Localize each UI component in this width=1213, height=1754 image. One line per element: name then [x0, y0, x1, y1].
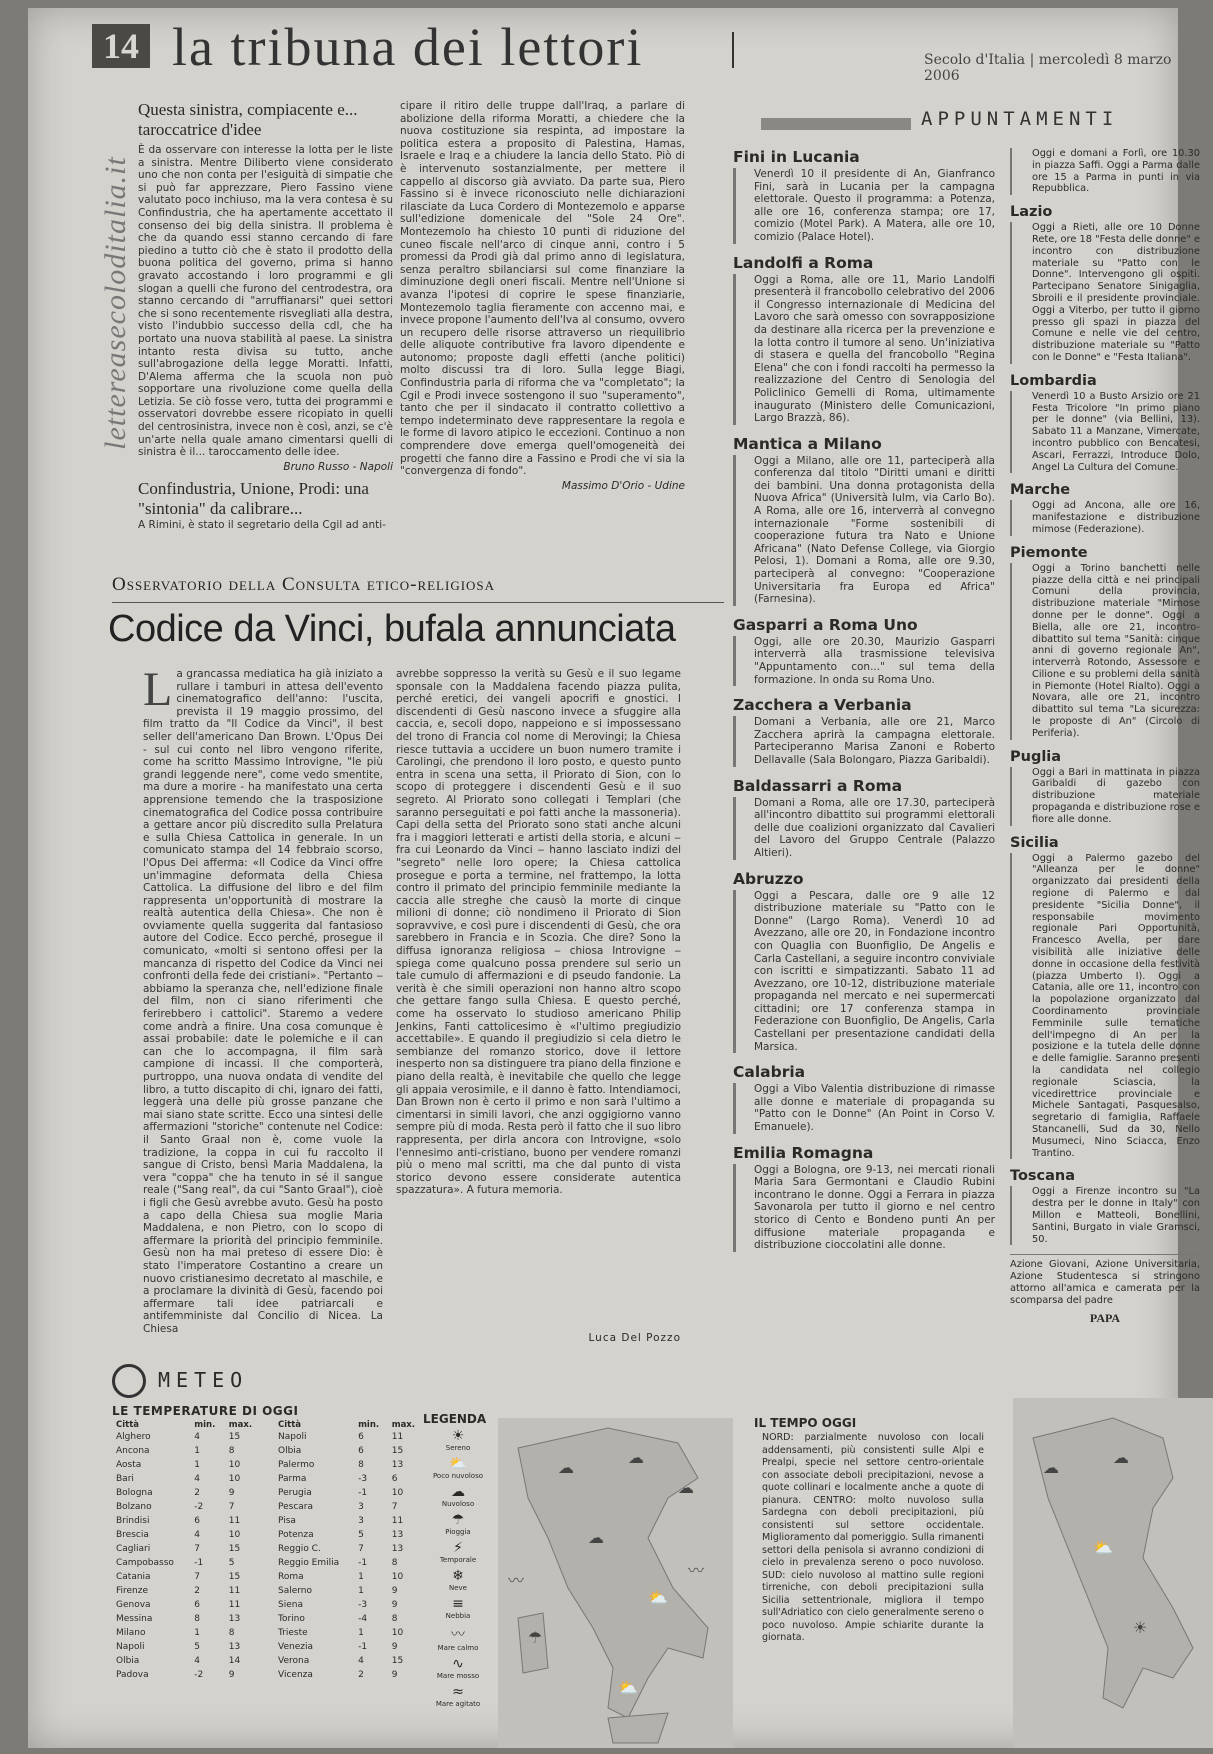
appointment-body: Oggi a Pescara, dalle ore 9 alle 12 distribuzione materiale su "Patto con le Donne" (Largo Roma). Venerdì 10 ad Avezzano, alle ore 20, in Fondazione incontro con Quaglia con Buonfiglio, De Angelis e Carla Castellani, a seguire incontro conviviale con iscritti e simpatizzanti. Sabato 11 ad Avezzano, ore 10-12, distribuzione materiale propaganda nel mercato e nei supermercati cittadini; ore 17 conferenza stampa in Federazione con Buonfiglio, De Angelis, Carla Castellani per presentazione candidati della Marsica. — [733, 890, 995, 1054]
legend-item — [428, 1684, 488, 1708]
cloud-icon: ☁ — [628, 1448, 644, 1467]
table-cell: -3 — [358, 1474, 368, 1484]
table-row — [274, 1500, 424, 1514]
table-cell: -3 — [358, 1600, 368, 1610]
sun-cloud-icon: ⛅ — [1093, 1538, 1113, 1557]
table-cell: Trieste — [278, 1628, 308, 1638]
table-row — [112, 1668, 262, 1682]
table-cell: 5 — [358, 1530, 364, 1540]
table-cell: -2 — [194, 1502, 204, 1512]
table-row — [112, 1626, 262, 1640]
table-cell: 15 — [228, 1544, 241, 1554]
region-body: Oggi e domani a Forlì, ore 10.30 in piazza Saffi. Oggi a Parma dalle ore 15 a Parma in punti in via Repubblica. — [1010, 148, 1200, 195]
table-cell: 6 — [358, 1432, 364, 1442]
region-title: Sicilia — [1010, 834, 1059, 851]
table-cell: 1 — [358, 1628, 364, 1638]
table-cell: 5 — [228, 1558, 235, 1568]
italy-map-shape — [498, 1418, 733, 1748]
table-header: max. — [228, 1420, 253, 1430]
appointment-body: Oggi a Bologna, ore 9-13, nei mercati rionali Maria Sara Germontani e Claudio Rubini incontrano le donne. Oggi a Ferrara in piazza Savonarola per tutto il giorno e nel centro storico di Cento e Bondeno punti An per diffusione materiale propaganda e distribuzione cioccolatini alle donne. — [733, 1164, 995, 1252]
masthead — [92, 14, 1172, 84]
legend-item — [428, 1624, 488, 1652]
appointment-item — [733, 148, 995, 244]
notice-text: Azione Giovani, Azione Universitaria, Azione Studentesca si stringono attorno all'amica e camerata per la scomparsa del padre — [1010, 1259, 1200, 1306]
region-title: Lombardia — [1010, 372, 1097, 389]
appointment-title: Zacchera a Verbania — [733, 696, 912, 715]
appointment-item — [733, 777, 995, 860]
table-cell: 8 — [358, 1460, 364, 1470]
table-cell: 7 — [391, 1502, 398, 1512]
region-item — [1010, 749, 1200, 826]
cloud-icon: ☁ — [588, 1528, 604, 1547]
table-row — [274, 1472, 424, 1486]
article-headline: Codice da Vinci, bufala annunciata — [108, 608, 676, 650]
appointment-title: Abruzzo — [733, 869, 804, 888]
table-row — [112, 1612, 262, 1626]
letter-body: cipare il ritiro delle truppe dall'Iraq, a parlare di abolizione della riforma Moratti, a chiedere che la nuova costituzione sia respinta, ad impostare la politica estera a proposito di Palestina, Hamas, Israele e Iraq e a chiudere la lancia dello Stato. Piò di è intervenuto sostanzialmente, per mettere il cappello al discorso già avviato. Da parte sua, Piero Fassino si è invece riconosciuto nelle dichiarazioni rilasciate da Luca Cordero di Montezemolo e apparse sull'edizione domenicale del "Sole 24 Ore". Montezemolo ha chiesto 10 punti di riduzione del cuneo fiscale nell'arco di cinque anni, contro i 5 promessi da Prodi già dal primo anno di legislatura, senza peraltro sbilanciarsi sul come finanziare la diminuzione degli oneri fiscali. Mentre nell'Unione si avanza l'ipotesi di coprire le spese finanziarie, Montezemolo taglia fieramente con accenno mai, e invece propone l'aumento dell'Iva al consumo, ovvero un recupero delle risorse attraverso un riequilibrio delle aliquote contributive fra lavoro dipendente e autonomo; proposte dagli effetti (anche politici) molto discussi tra di loro. Sulla legge Biagi, Confindustria parla di riforma che va "completato"; la Cgil e Prodi invece sostengono il suo "superamento", tanto che per il sindacato il contratto collettivo a tempo indeterminato deve rappresentare la regola e le forme di lavoro atipico le eccezioni. Continuo a non comprendere dove emerga quell'omogeneità dei progetti che fanno dire a Fassino e Prodi che vi sia la "convergenza di fondo". — [400, 100, 685, 478]
table-row — [274, 1598, 424, 1612]
table-cell: 10 — [228, 1530, 241, 1540]
table-row — [112, 1542, 262, 1556]
paper-name: Secolo d'Italia — [924, 52, 1026, 68]
sun-icon — [112, 1364, 146, 1398]
appointment-title: Mantica a Milano — [733, 434, 882, 453]
table-cell: 4 — [194, 1474, 201, 1484]
legend-label: Poco nuvoloso — [432, 1472, 484, 1480]
forecast-title: IL TEMPO OGGI — [754, 1416, 857, 1430]
appointment-title: Fini in Lucania — [733, 148, 860, 166]
legend-item — [428, 1428, 488, 1452]
legend-item — [428, 1656, 488, 1680]
table-cell: 15 — [228, 1432, 241, 1442]
sea-wave-icon: 〰 — [688, 1561, 705, 1580]
table-cell: 2 — [358, 1670, 364, 1680]
letter-body: A Rimini, è stato il segretario della Cgil ad anti- — [138, 518, 386, 531]
table-row — [274, 1528, 424, 1542]
table-cell: Palermo — [278, 1460, 315, 1470]
table-cell: 13 — [391, 1530, 404, 1540]
letter-body: È da osservare con interesse la lotta per le liste a sinistra. Mentre Diliberto viene considerato uno che non conta per l'esiguità di simpatie che si può far apprezzare, Piero Fassino viene valutato poco inchiuso, ma la vera contesa è su Confindustria, che ha apertamente accettato il consenso dei big della sinistra. Il problema è che da quando essi stanno cercando di fare piedino a tutto ciò che è stato il prodotto della buona politica del governo, prima si hanno gravato accostando i loro programmi e gli slogan a quelli che furono del centrodestra, ora stanno cercando di "arruffianarsi" quei settori che si sono recentemente risvegliati alla destra, visto l'indubbio successo della cdl, che ha portato una nuova stabilità al paese. La sinistra intanto resta divisa su tutto, anche sull'abrogazione della legge Moratti. Infatti, D'Alema afferma che la scuola non può sopportare una rivoluzione come quella della Letizia. Se ciò fosse vero, tutta dei programmi e osservatori dovrebbe essere ricopiato in quelli del centrosinistra, invece non è così, anzi, se c'è un'arte nella quale amano cimentarsi quelli di sinistra è il... taroccamento delle idee. — [138, 144, 393, 459]
table-cell: Brindisi — [116, 1516, 150, 1526]
legend-label: Mare mosso — [436, 1672, 480, 1680]
appointments-events — [733, 148, 995, 1354]
table-cell: 14 — [228, 1656, 241, 1666]
table-row — [274, 1668, 424, 1682]
appointment-title: Calabria — [733, 1063, 806, 1082]
table-cell: Reggio Emilia — [278, 1558, 340, 1568]
legend-label: Sereno — [445, 1444, 471, 1452]
appointment-body: Oggi, alle ore 20.30, Maurizio Gasparri interverrà alla trasmissione televisiva "Appuntamento con..." sul tema della formazione. In onda su Roma Uno. — [733, 636, 995, 686]
table-row — [274, 1458, 424, 1472]
table-cell: 13 — [228, 1614, 241, 1624]
region-title: Marche — [1010, 482, 1071, 499]
table-cell: Padova — [116, 1670, 149, 1680]
table-cell: 13 — [228, 1642, 241, 1652]
table-cell: 7 — [358, 1544, 364, 1554]
table-header: max. — [391, 1420, 416, 1430]
table-cell: Potenza — [278, 1530, 314, 1540]
legend-weather-icon: ∿ — [452, 1656, 464, 1672]
table-cell: 10 — [228, 1460, 241, 1470]
legend-item — [428, 1456, 488, 1480]
table-cell: Torino — [278, 1614, 305, 1624]
table-row — [274, 1556, 424, 1570]
cloud-icon: ☁ — [1043, 1458, 1059, 1477]
legend-label: Temporale — [439, 1556, 477, 1564]
table-cell: Aosta — [116, 1460, 142, 1470]
appointment-item — [733, 696, 995, 766]
appointment-item — [733, 870, 995, 1054]
table-row — [112, 1640, 262, 1654]
appointment-title: Landolfi a Roma — [733, 253, 874, 272]
table-cell: Siena — [278, 1600, 303, 1610]
table-cell: Roma — [278, 1572, 304, 1582]
appointments-header — [761, 108, 1119, 132]
table-cell: 2 — [194, 1586, 201, 1596]
appointment-title: Baldassarri a Roma — [733, 776, 903, 795]
legend-weather-icon: ⚡ — [453, 1540, 463, 1556]
table-cell: Salerno — [278, 1586, 313, 1596]
table-cell: 1 — [194, 1446, 201, 1456]
table-row — [274, 1640, 424, 1654]
table-row — [274, 1444, 424, 1458]
section-title: la tribuna dei lettori — [172, 17, 644, 77]
letter-title: Questa sinistra, compiacente e... taroccatrice d'idee — [138, 100, 358, 139]
region-body: Oggi a Palermo gazebo del "Alleanza per le donne" organizzato dai presidenti della regione di Palermo e dal presidente "Sicilia Donne", il responsabile movimento regionale Pari Opportunità, Francesco Avella, per dare visibilità alle iniziative delle donne in occasione della festività (piazza Umberto I). Oggi a Catania, alle ore 11, incontro con la popolazione organizzato dal Coordinamento provinciale Femminile sulle tematiche dell'impegno di An per la posizione e la tutela delle donne e delle famiglie. Saranno presenti la candidata nel collegio regionale Sciascia, la vicedirettrice provinciale e Michele Santagati, Pasquesalso, segretario di famiglia, Raffaele Stancanelli, Sud da 30, Nello Musumeci, Nino Sciacca, Enzo Trantino. — [1010, 853, 1200, 1160]
table-cell: Perugia — [278, 1488, 312, 1498]
table-cell: 13 — [391, 1460, 404, 1470]
table-row — [112, 1444, 262, 1458]
table-cell: 4 — [194, 1656, 201, 1666]
table-cell: 8 — [391, 1614, 398, 1624]
table-cell: Olbia — [278, 1446, 302, 1456]
table-cell: 9 — [391, 1586, 398, 1596]
table-row — [274, 1430, 424, 1444]
italy-weather-map-tomorrow — [1013, 1398, 1213, 1748]
article-byline: Luca Del Pozzo — [588, 1332, 681, 1344]
weather-legend — [428, 1428, 488, 1712]
table-cell: Napoli — [278, 1432, 307, 1442]
table-cell: 3 — [358, 1502, 364, 1512]
table-cell: Alghero — [116, 1432, 151, 1442]
table-row — [112, 1500, 262, 1514]
legend-label: Mare agitato — [435, 1700, 481, 1708]
table-cell: 9 — [391, 1600, 398, 1610]
table-cell: 10 — [391, 1488, 404, 1498]
article-body: avrebbe soppresso la verità su Gesù e il suo legame sponsale con la Maddalena facendo piazza pulita, perché eretici, dei vangeli apocrifi e gnostici. I discendenti di Gesù nascono invece a sfuggire alla caccia, e, secoli dopo, nappeiono e si impossessano del trono di Francia col nome di Merovingi; la Chiesa riesce tuttavia a uccidere un buon numero tramite i Carolingi, che prendono il loro posto, e questo punto entra in scena una setta, il Priorato di Sion, con lo scopo di proteggere i discendenti Gesù e il suo segreto. Al Priorato sono collegati i Templari (che saranno perseguitati e poi fatti anche la massoneria). Capi della setta del Priorato sono stati anche alcuni fra i maggiori letterati e artisti della storia, e alcuni ‒ fra cui Leonardo da Vinci ‒ hanno lasciato indizi del "segreto" nelle loro opere; la Chiesa cattolica prosegue e porta a termine, nel frattempo, la lotta contro il primato del principio femminile mediante la caccia alle streghe che causò la morte di cinque milioni di donne; ciò nondimeno il Priorato di Sion sopravvive, e così pure i discendenti di Gesù, che ora sarebbero in Francia e in Scozia. Che dire? Sono la diffusa ignoranza religiosa ‒ chiosa Introvigne ‒ spiega come qualcuno possa prendere sul serio un tale cumulo di affermazioni e di pseudo fandonie. La verità è che simili operazioni non hanno altro scopo che gettare fango sulla Chiesa. E questo perché, come ha osservato lo studioso americano Philip Jenkins, Fanti cattolicesimo è «l'ultimo pregiudizio accettabile». E quando il pregiudizio si cela dietro le sembianze del romanzo storico, dove il lettore inesperto non sa distinguere tra piano della finzione e piano della realtà, è inevitabile che quello che legge gli appaia verosimile, e il danno è fatto. Intendiamoci, Dan Brown non è certo il primo e non sarà l'ultimo a cimentarsi in simili lavori, che anzi oggigiorno vanno sempre più di moda. Resta però il fatto che il suo libro rappresenta, per dirla ancora con Introvigne, «solo l'ennesimo anti-cristiano, buono per vendere romanzi più o meno mal scritti, ma che dal punto di vista storico devono essere considerate autentica spazzatura». A futura memoria. — [396, 668, 681, 1197]
table-cell: Pescara — [278, 1502, 314, 1512]
cloud-icon: ☁ — [678, 1478, 694, 1497]
table-cell: 15 — [391, 1656, 404, 1666]
table-row — [274, 1654, 424, 1668]
table-row — [112, 1654, 262, 1668]
table-cell: 1 — [358, 1586, 364, 1596]
table-row — [274, 1570, 424, 1584]
appointment-body: Venerdì 10 il presidente di An, Gianfranco Fini, sarà in Lucania per la campagna elettorale. Questo il programma: a Potenza, alle ore 16, conferenza stampa; ore 17, comizio (Motel Park). A Matera, alle ore 10, comizio (Palace Hotel). — [733, 168, 995, 244]
table-cell: 4 — [194, 1530, 201, 1540]
table-row — [112, 1598, 262, 1612]
issue-date: mercoledì 8 marzo 2006 — [924, 52, 1172, 84]
letters-column-1 — [138, 100, 393, 546]
legend-item — [428, 1540, 488, 1564]
table-cell: 4 — [194, 1432, 201, 1442]
table-row — [112, 1514, 262, 1528]
region-item — [1010, 835, 1200, 1160]
cloud-icon: ☁ — [1113, 1448, 1129, 1467]
table-row — [274, 1584, 424, 1598]
table-cell: 4 — [358, 1656, 364, 1666]
appointment-item — [733, 254, 995, 425]
table-cell: Genova — [116, 1600, 151, 1610]
table-cell: Reggio C. — [278, 1544, 321, 1554]
table-cell: 9 — [228, 1670, 235, 1680]
table-row — [274, 1612, 424, 1626]
appointments-regions — [1010, 148, 1200, 1354]
kicker-rule — [112, 602, 724, 603]
masthead-divider — [732, 32, 734, 68]
appointment-body: Oggi a Milano, alle ore 11, parteciperà alla conferenza dal titolo "Diritti umani e diritti dei bambini. Una donna protagonista della Nuova Africa" (Università Iulm, via Carlo Bo). A Roma, alle ore 16, interverrà al convegno internazionale "Forme sostenibili di cooperazione futura tra Nato e Unione Africana" (Nato Defense College, via Giorgio Pelosi, 1). Domani a Roma, alle ore 9.30, parteciperà al convegno: "Cooperazione Universitaria fra Europa ed Africa" (Farnesina). — [733, 455, 995, 606]
table-cell: Verona — [278, 1656, 310, 1666]
table-cell: 8 — [194, 1614, 201, 1624]
table-cell: 9 — [391, 1670, 398, 1680]
drop-cap: L — [143, 663, 173, 716]
table-cell: -4 — [358, 1614, 368, 1624]
appointment-body: Domani a Roma, alle ore 17.30, parteciperà all'incontro dibattito sui programmi elettorali delle due coalizioni organizzato dal Cavalieri del Lavoro del Gruppo Centrale (Palazzo Altieri). — [733, 797, 995, 860]
legend-label: Nebbia — [445, 1612, 471, 1620]
table-row — [274, 1486, 424, 1500]
region-body: Oggi ad Ancona, alle ore 16, manifestazione e distribuzione mimose (Federazione). — [1010, 500, 1200, 535]
notice-name: PAPA — [1089, 1310, 1121, 1325]
appointment-item — [733, 616, 995, 686]
legend-weather-icon: ☁ — [451, 1484, 465, 1500]
table-row — [274, 1514, 424, 1528]
region-title: Puglia — [1010, 748, 1062, 765]
table-cell: 11 — [228, 1516, 241, 1526]
appointment-title: Emilia Romagna — [733, 1143, 874, 1162]
table-row — [112, 1570, 262, 1584]
sun-cloud-icon: ⛅ — [618, 1678, 638, 1697]
region-item — [1010, 545, 1200, 740]
table-cell: 8 — [228, 1446, 235, 1456]
table-cell: 9 — [391, 1642, 398, 1652]
table-row — [112, 1472, 262, 1486]
legend-weather-icon: ☀ — [451, 1428, 465, 1444]
appointments-title: APPUNTAMENTI — [921, 108, 1119, 130]
table-cell: 2 — [194, 1488, 201, 1498]
table-cell: 6 — [358, 1446, 364, 1456]
table-cell: 1 — [194, 1460, 201, 1470]
legend-item — [428, 1484, 488, 1508]
vertical-email-label — [96, 96, 136, 516]
region-body: Oggi a Torino banchetti nelle piazze della città e nei principali Comuni della provincia, distribuzione materiale "Mimose donne per le donne". Oggi a Biella, alle ore 21, incontro-dibattito sul tema "Sanità: cinque anni di governo regionale An", interverrà Rotondo, Assessore e Cilione e su problemi della sanità in Piemonte (Hotel Rialto). Oggi a Novara, alle ore 21, incontro dibattito sul tema "La sicurezza: le proposte di An" (Circolo di Periferia). — [1010, 563, 1200, 740]
table-cell: Campobasso — [116, 1558, 174, 1568]
legend-weather-icon: ❄ — [452, 1568, 464, 1584]
legend-item — [428, 1596, 488, 1620]
table-cell: 13 — [391, 1544, 404, 1554]
table-cell: Ancona — [116, 1446, 150, 1456]
appointment-item — [733, 435, 995, 606]
table-cell: 11 — [391, 1432, 404, 1442]
table-row — [112, 1458, 262, 1472]
table-row — [112, 1528, 262, 1542]
table-cell: Napoli — [116, 1642, 145, 1652]
temperatures-title: LE TEMPERATURE DI OGGI — [112, 1404, 299, 1418]
table-cell: Vicenza — [278, 1670, 313, 1680]
table-cell: 7 — [228, 1502, 235, 1512]
sea-wave-icon: 〰 — [508, 1571, 525, 1590]
table-cell: 10 — [228, 1474, 241, 1484]
table-cell: 1 — [194, 1628, 201, 1638]
table-cell: Pisa — [278, 1516, 296, 1526]
region-title: Piemonte — [1010, 544, 1088, 561]
header-bar — [761, 118, 911, 130]
table-cell: Bologna — [116, 1488, 153, 1498]
region-item — [1010, 1168, 1200, 1245]
table-cell: -1 — [358, 1558, 368, 1568]
temperature-table-left — [112, 1420, 262, 1682]
table-row — [112, 1556, 262, 1570]
table-cell: 9 — [228, 1488, 235, 1498]
italy-weather-map — [498, 1418, 733, 1748]
table-cell: Milano — [116, 1628, 146, 1638]
table-cell: Cagliari — [116, 1544, 151, 1554]
regions-list — [1010, 204, 1200, 1245]
region-body: Oggi a Bari in mattinata in piazza Garibaldi di gazebo con distribuzione materiale propaganda e distribuzione rose e fiore alle donne. — [1010, 767, 1200, 826]
table-cell: 11 — [391, 1516, 404, 1526]
region-item — [1010, 148, 1200, 195]
table-cell: 15 — [228, 1572, 241, 1582]
page-number: 14 — [92, 24, 150, 68]
region-item — [1010, 373, 1200, 474]
table-cell: 11 — [228, 1600, 241, 1610]
table-cell: 10 — [391, 1628, 404, 1638]
table-cell: Catania — [116, 1572, 151, 1582]
table-cell: Bari — [116, 1474, 134, 1484]
table-cell: 10 — [391, 1572, 404, 1582]
table-cell: 7 — [194, 1544, 201, 1554]
legend-weather-icon: ☂ — [451, 1512, 465, 1528]
region-title: Toscana — [1010, 1168, 1076, 1185]
forecast-text: NORD: parzialmente nuvoloso con locali addensamenti, più consistenti sulle Alpi e Prealpi, specie nel settore centro-orientale con associate deboli precipitazioni, nevose a quote collinari e localmente anche a quote di pianura. CENTRO: molto nuvoloso sulla Sardegna con deboli precipitazioni, più consistenti sul settore occidentale. Miglioramento dal pomeriggio. Sulla rimanenti settori della penisola si avranno condizioni di cielo in prevalenza sereno o poco nuvoloso. SUD: cielo nuvoloso al mattino sulle regioni tirreniche, con deboli precipitazioni sulla Sicilia settentrionale, migliora il tempo sull'Adriatico con cielo generalmente sereno o poco nuvoloso. Ampie schiarite durante la giornata. — [762, 1432, 984, 1643]
appointment-item — [733, 1063, 995, 1133]
appointment-title: Gasparri a Roma Uno — [733, 615, 918, 634]
table-header: min. — [358, 1420, 380, 1430]
region-body: Venerdì 10 a Busto Arsizio ore 21 Festa Tricolore "In primo piano per le donne" (via Bellini, 13). Sabato 11 a Manzane, Vimercate, incontro pubblico con Bencatesi, Ascari, Ferrazzi, Introduce Dolo, Angel La Cultura del Comune. — [1010, 391, 1200, 474]
article-body: a grancassa mediatica ha già iniziato a rullare i tamburi in attesa dell'evento cinematografico dell'anno: l'uscita, prevista il 19 maggio prossimo, del film tratto da "Il Codice da Vinci", il best seller dell'americano Dan Brown. L'Opus Dei - sul cui conto nel libro vengono riferite, come ha scritto Massimo Introvigne, "le più grandi leggende nere", come vedo smentite, ma dure a morire - ha manifestato una certa apprensione temendo che la trasposizione cinematografica del Codice possa contribuire a gettare ancor più discredito sulla Prelatura e sulla Chiesa Cattolica in generale. In un comunicato stampa del 14 febbraio scorso, l'Opus Dei afferma: «Il Codice da Vinci offre un'immagine deformata della Chiesa Cattolica. La diffusione del libro e del film rappresenta un'opportunità di mostrare la realtà autentica della Chiesa». Che non è ovviamente quella suggerita dal fantasioso autore del Codice. Ecco perché, prosegue il comunicato, «molti si sentono offesi per la mancanza di rispetto del Codice da Vinci nei confronti della fede dei cristiani». "Pertanto ‒ abbiamo la speranza che, nell'edizione finale del film, non ci siano riferimenti che ferirebbero i cattolici". Staremo a vedere come andrà a finire. Una cosa comunque è assai probabile: date le polemiche e il can can che lo accompagna, il film sarà campione di incassi. Il che comporterà, purtroppo, una nuova ondata di vendite del libro, a tutto discapito di chi, ignaro dei fatti, leggerà una delle più grosse panzane che mai siano state scritte. Ecco una sintesi delle affermazioni "storiche" contenute nel Codice: il Santo Graal non è, come vuole la tradizione, la coppa in cui fu raccolto il sangue di Cristo, bensì Maria Maddalena, la vera "coppa" che ha tenuto in sé il sangue reale ("Sang real", da cui "Santo Graal"), cioè i figli che Gesù avrebbe avuto. Gesù ha posto a capo della Chiesa sua moglie Maria Maddalena, e non Pietro, con lo scopo di affermare la priorità del principio femminile. Gesù non ha mai preteso di essere Dio: è stato l'imperatore Costantino a creare un nuovo cristianesimo decretato al maschile, e a proclamare la divinità di Gesù, facendo poi affermare tali idee patriarcali e antifemministe dal Concilio di Nicea. La Chiesa — [143, 668, 383, 1335]
table-cell: 8 — [391, 1558, 398, 1568]
appointment-body: Oggi a Roma, alle ore 11, Mario Landolfi presenterà il francobollo celebrativo del 2006 il Congresso internazionale di Medicina del Lavoro che sarà omesso con sovrapposizione da destinare alla ricerca per la prevenzione e la lotta contro il tumore al seno. Un'iniziativa di stasera e quella del francobollo "Regina Elena" che con i fondi raccolti ha permesso la realizzazione del Centro di Senologia del Policlinico Gemelli di Roma, ultimamente inaugurato (Ministero delle Comunicazioni, Largo Brazzà, 86). — [733, 274, 995, 425]
newspaper-page — [28, 8, 1200, 1748]
sun-icon: ☀ — [1133, 1618, 1148, 1637]
table-cell: Bolzano — [116, 1502, 152, 1512]
appointment-item — [733, 1144, 995, 1252]
email-text: lettereasecoloditalia.it — [99, 156, 132, 450]
meteo-header — [112, 1364, 372, 1398]
table-cell: Firenze — [116, 1586, 149, 1596]
region-item — [1010, 204, 1200, 364]
table-cell: 7 — [194, 1572, 201, 1582]
table-row — [274, 1626, 424, 1640]
appointment-body: Domani a Verbania, alle ore 21, Marco Zacchera aprirà la campagna elettorale. Parteciperanno Marisa Zanoni e Roberto Dellavalle (Sala Bolongaro, Piazza Garibaldi). — [733, 716, 995, 766]
notice-box — [1010, 1254, 1200, 1325]
table-cell: 5 — [194, 1642, 201, 1652]
table-cell: Olbia — [116, 1656, 140, 1666]
table-cell: 11 — [228, 1586, 241, 1596]
legend-label: Pioggia — [445, 1528, 471, 1536]
rain-icon: ☂ — [528, 1628, 543, 1647]
region-body: Oggi a Rieti, alle ore 10 Donne Rete, ore 18 "Festa delle donne" e incontro con distribuzione materiale su "Patto con le Donne". Intervengono gli ospiti. Partecipano Senatore Sinigaglia, Sbroili e il presidente provinciale. Oggi a Viterbo, per tutto il giorno presso gli spazi in piazza del Comune e nelle vie del centro, distribuzione materiale su "Patto con le Donne" e "Festa Italiana". — [1010, 222, 1200, 364]
table-cell: -1 — [358, 1488, 368, 1498]
legend-title: LEGENDA — [423, 1412, 487, 1426]
article-column-1 — [143, 663, 383, 1352]
table-cell: -1 — [194, 1558, 204, 1568]
table-row — [112, 1430, 262, 1444]
letters-column-2 — [400, 100, 685, 546]
table-row — [112, 1486, 262, 1500]
legend-weather-icon: 〰 — [451, 1627, 465, 1643]
table-row — [112, 1584, 262, 1598]
table-cell: Venezia — [278, 1642, 313, 1652]
article-column-2 — [396, 668, 681, 1352]
table-cell: Brescia — [116, 1530, 149, 1540]
appointment-body: Oggi a Vibo Valentia distribuzione di rimasse alle donne e materiale di propaganda su "Patto con le Donne" (An Point in Corso V. Emanuele). — [733, 1083, 995, 1133]
sun-cloud-icon: ⛅ — [648, 1588, 668, 1607]
table-header: Città — [278, 1420, 302, 1430]
table-cell: 1 — [358, 1572, 364, 1582]
table-cell: -2 — [194, 1670, 204, 1680]
table-cell: Messina — [116, 1614, 153, 1624]
table-cell: 3 — [358, 1516, 364, 1526]
table-cell: 6 — [391, 1474, 398, 1484]
table-cell: 8 — [228, 1628, 235, 1638]
table-header: Città — [116, 1420, 140, 1430]
table-cell: Parma — [278, 1474, 307, 1484]
legend-item — [428, 1568, 488, 1592]
table-cell: -1 — [358, 1642, 368, 1652]
region-title: Lazio — [1010, 204, 1053, 221]
meteo-title: METEO — [158, 1368, 249, 1392]
table-cell: 6 — [194, 1600, 201, 1610]
table-header: min. — [194, 1420, 216, 1430]
legend-weather-icon: ≡ — [452, 1596, 464, 1612]
table-row — [274, 1542, 424, 1556]
legend-label: Mare calmo — [437, 1644, 479, 1652]
letter-title: Confindustria, Unione, Prodi: una "sintonia" da calibrare... — [138, 478, 369, 518]
temperature-table-right — [274, 1420, 424, 1682]
table-cell: 6 — [194, 1516, 201, 1526]
region-item — [1010, 482, 1200, 535]
legend-weather-icon: ≈ — [452, 1684, 464, 1700]
letter-signature: Bruno Russo - Napoli — [283, 460, 393, 473]
observatory-kicker: Osservatorio della Consulta etico-religiosa — [112, 574, 496, 595]
region-body: Oggi a Firenze incontro su "La destra per le donne in Italy" con Millon e Matteoli, Bonellini, Santini, Burgato in viale Gramsci, 50. — [1010, 1186, 1200, 1245]
masthead-info: Secolo d'Italia | mercoledì 8 marzo 2006 — [924, 52, 1172, 84]
letter-signature: Massimo D'Orio - Udine — [561, 479, 685, 492]
legend-label: Neve — [449, 1584, 467, 1592]
cloud-icon: ☁ — [558, 1458, 574, 1477]
legend-label: Nuvoloso — [441, 1500, 475, 1508]
table-cell: 15 — [391, 1446, 404, 1456]
legend-weather-icon: ⛅ — [449, 1456, 467, 1472]
legend-item — [428, 1512, 488, 1536]
